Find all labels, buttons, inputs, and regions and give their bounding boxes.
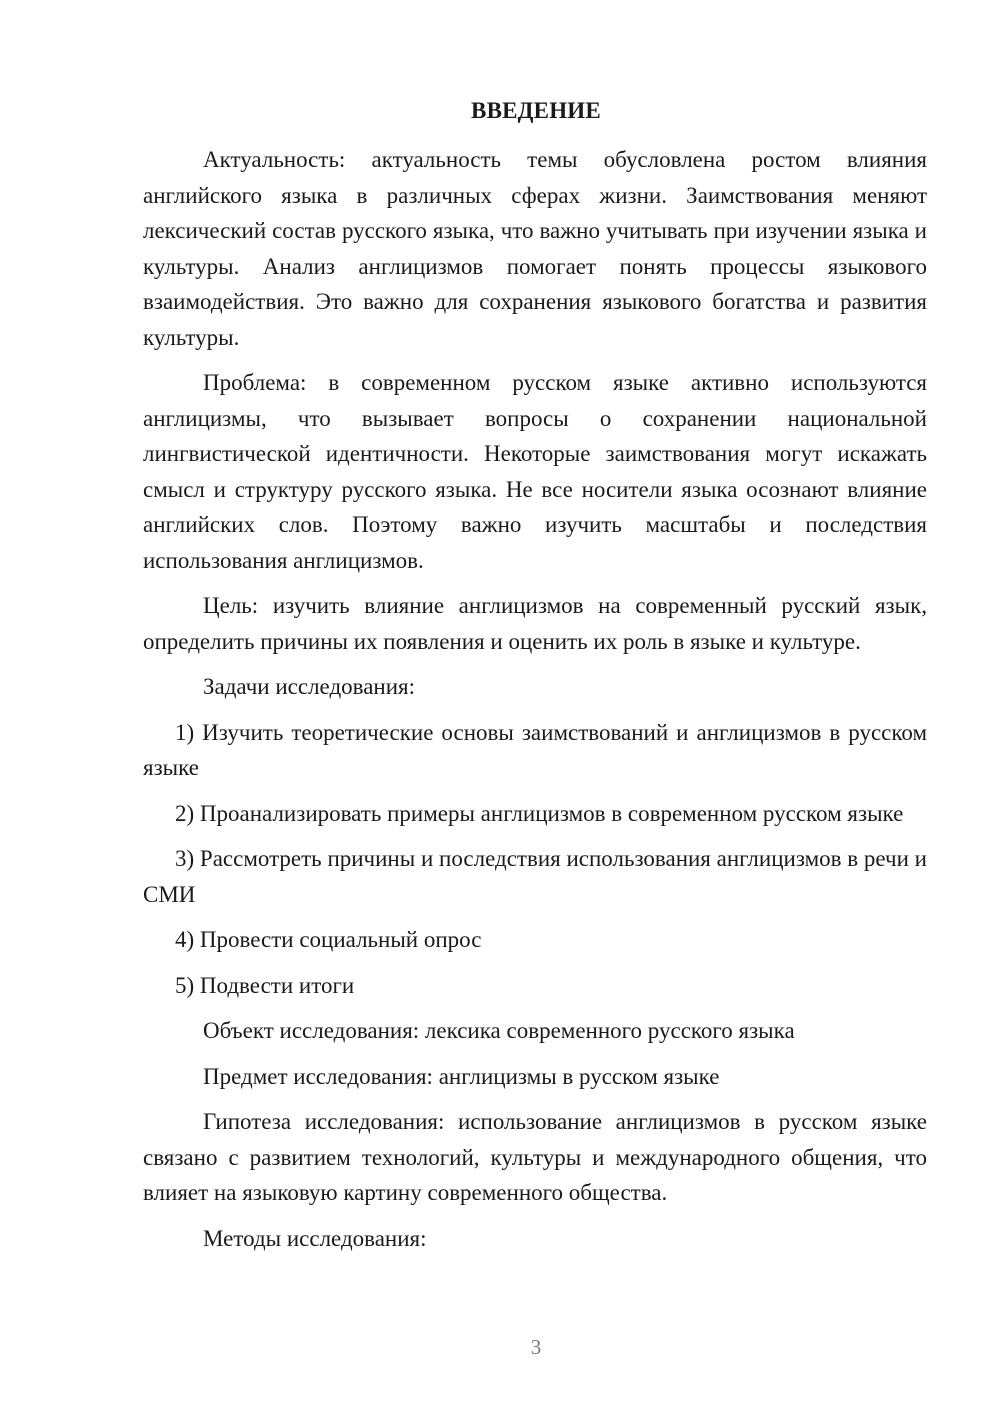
paragraph-methods: Методы исследования:: [203, 1225, 427, 1251]
task-item-5: 5) Подвести итоги: [175, 972, 355, 998]
paragraph-goal: Цель: изучить влияние англицизмов на современный русский язык, определить причины их появления и оценить их роль в языке и культуре.: [143, 593, 927, 654]
page-number: 3: [530, 1335, 542, 1359]
section-title: ВВЕДЕНИЕ: [471, 98, 601, 123]
task-item-4: 4) Провести социальный опрос: [175, 927, 482, 952]
task-item-1: 1) Изучить теоретические основы заимствований и англицизмов в русском языке: [143, 719, 927, 780]
task-item-2: 2) Проанализировать примеры англицизмов в современном русском языке: [175, 800, 904, 826]
paragraph-subject: Предмет исследования: англицизмы в русском языке: [203, 1063, 720, 1089]
paragraph-tasks-heading: Задачи исследования:: [203, 674, 416, 699]
paragraph-relevance: Актуальность: актуальность темы обусловлена ростом влияния английского языка в различных сферах жизни. Заимствования меняют лексический состав русского языка, что важно учитывать при изучении языка и культуры. Анализ англицизмов помогает понять процессы языкового взаимодействия. Это важно для сохранения языкового богатства и развития культуры.: [143, 147, 927, 350]
document-body: [143, 142, 927, 1266]
paragraph-hypothesis: Гипотеза исследования: использование англицизмов в русском языке связано с развитием технологий, культуры и международного общения, что влияет на языковую картину современного общества.: [143, 1109, 927, 1205]
task-item-3: 3) Рассмотреть причины и последствия использования англицизмов в речи и СМИ: [143, 846, 927, 907]
paragraph-problem: Проблема: в современном русском языке активно используются англицизмы, что вызывает вопросы о сохранении национальной лингвистической идентичности. Некоторые заимствования могут искажать смысл и структуру русского языка. Не все носители языка осознают влияние английских слов. Поэтому важно изучить масштабы и последствия использования англицизмов.: [143, 370, 927, 573]
paragraph-object: Объект исследования: лексика современного русского языка: [203, 1018, 795, 1043]
